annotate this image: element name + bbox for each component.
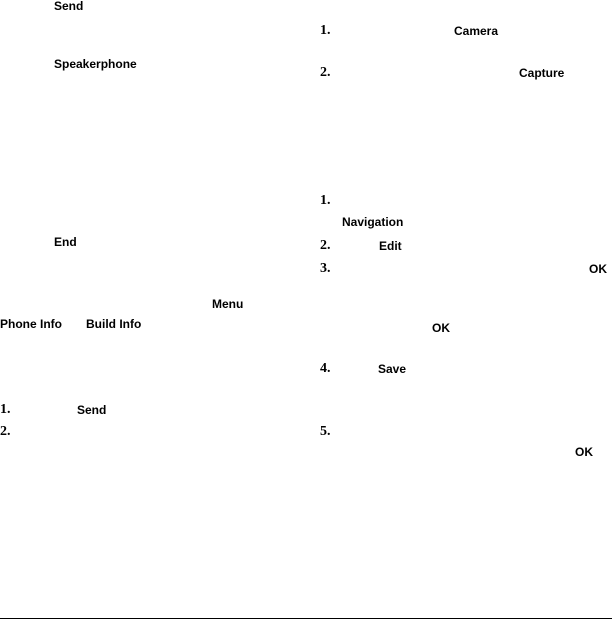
camera-step-1-number: 1. — [320, 23, 331, 38]
navigation-label: Navigation — [342, 215, 404, 229]
left-step-1-number: 1. — [0, 402, 11, 417]
left-step-1-send-label: Send — [77, 403, 107, 417]
edit-label: Edit — [379, 239, 402, 253]
end-key-label: End — [54, 235, 77, 249]
left-step-2-number: 2. — [0, 424, 11, 439]
footer-rule — [0, 618, 612, 619]
menu-label: Menu — [212, 297, 244, 311]
ok-label-step-3-second: OK — [432, 321, 450, 335]
edit-step-3-number: 3. — [320, 261, 331, 276]
edit-step-2-number: 2. — [320, 238, 331, 253]
edit-step-4-number: 4. — [320, 361, 331, 376]
send-key-label: Send — [54, 0, 84, 13]
ok-label-step-5: OK — [575, 445, 593, 459]
edit-step-1-number: 1. — [320, 193, 331, 208]
speakerphone-key-label: Speakerphone — [54, 57, 137, 71]
camera-label: Camera — [454, 24, 499, 38]
build-info-label: Build Info — [86, 317, 142, 331]
edit-step-5-number: 5. — [320, 424, 331, 439]
ok-label-step-3: OK — [589, 262, 607, 276]
camera-step-2-number: 2. — [320, 65, 331, 80]
capture-label: Capture — [519, 66, 565, 80]
save-label: Save — [378, 362, 407, 376]
phone-info-label: Phone Info — [0, 317, 62, 331]
